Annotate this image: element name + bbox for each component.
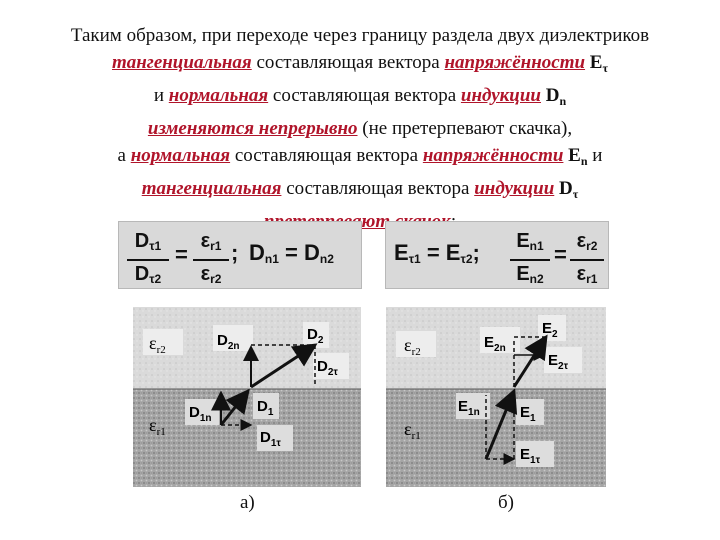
equals-sign-right: =	[554, 242, 567, 267]
intro-line-4: изменяются непрерывно (не претерпевают скачка),	[147, 118, 573, 139]
hl-tangential-2: тангенциальная	[141, 178, 282, 199]
intro-line-3: и нормальная составляющая вектора индукции $D_n$	[153, 85, 567, 108]
fraction-e-n: En1 En2	[510, 230, 550, 290]
label-e1t: $E_{1\tau}$	[520, 446, 541, 466]
equals-sign-left: =	[175, 242, 188, 267]
label-e1n: $E_{1n}$	[458, 398, 480, 418]
label-e2t: $E_{2\tau}$	[548, 352, 569, 372]
intro-line-2: тангенциальная составляющая вектора напряжённости $E_\tau$	[111, 52, 609, 75]
label-e2n: $E_{2n}$	[484, 334, 506, 354]
diagram-panel-b	[386, 307, 606, 487]
eps-top-label: $\varepsilon_{r2}$	[404, 335, 421, 358]
hl-continuous: изменяются непрерывно	[147, 118, 358, 139]
hl-normal-2: нормальная	[130, 145, 231, 166]
label-d2: $D_2$	[307, 326, 324, 346]
caption-b: б)	[498, 492, 514, 513]
label-d2t: $D_{2\tau}$	[317, 358, 338, 378]
label-d1n: $D_{1n}$	[189, 404, 212, 424]
hl-normal: нормальная	[168, 85, 269, 106]
formula-box-right	[385, 221, 609, 289]
eps-bottom-label: $\varepsilon_{r1}$	[149, 415, 166, 438]
intro-line-5: а нормальная составляющая вектора напряжённости $E_n$ и	[117, 145, 603, 168]
hl-tangential: тангенциальная	[111, 52, 252, 73]
eps-top-label: $\varepsilon_{r2}$	[149, 333, 166, 356]
label-d2n: $D_{2n}$	[217, 332, 240, 352]
eq-etau: Eτ1 = Eτ2;	[394, 240, 480, 266]
label-d1t: $D_{1\tau}$	[260, 429, 281, 449]
medium-bottom	[133, 389, 361, 487]
eps-bottom-label: $\varepsilon_{r1}$	[404, 419, 421, 442]
formula-box-left	[118, 221, 362, 289]
hl-induction-2: индукции	[474, 178, 555, 199]
eq-dn: Dn1 = Dn2	[249, 240, 334, 266]
diagram-panel-a	[133, 307, 361, 487]
hl-induction: индукции	[460, 85, 541, 106]
separator-left: ;	[231, 240, 239, 265]
hl-intensity-2: напряжённости	[422, 145, 564, 166]
intro-line-6: тангенциальная составляющая вектора индукции $D_\tau$	[141, 178, 579, 201]
fraction-eps-right: εr2 εr1	[570, 230, 604, 290]
intro-text	[0, 22, 720, 235]
label-d1: $D_1$	[257, 398, 274, 418]
fraction-d-tau: Dτ1 Dτ2	[127, 230, 169, 290]
hl-intensity: напряжённости	[444, 52, 586, 73]
label-e2: $E_2$	[542, 320, 558, 340]
intro-line-1: Таким образом, при переходе через границу раздела двух диэлектриков	[70, 25, 650, 46]
label-e1: $E_1$	[520, 404, 536, 424]
fraction-eps: εr1 εr2	[193, 230, 229, 290]
caption-a: а)	[240, 492, 255, 513]
